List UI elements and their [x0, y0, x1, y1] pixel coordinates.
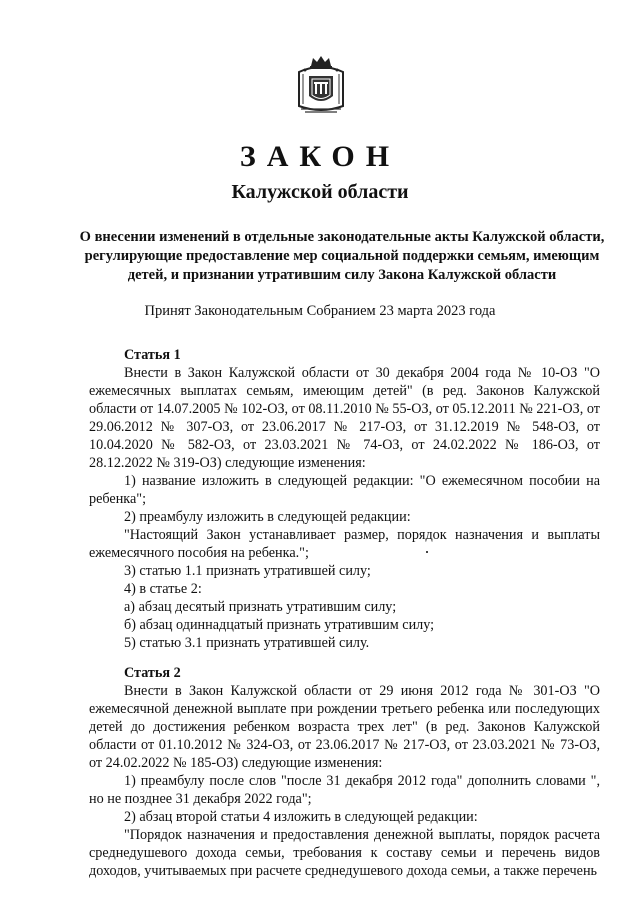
article-2-item-1: 1) преамбулу после слов "после 31 декабря 2012 года" дополнить словами ", но не позднее 31 декабря 2022 года";	[89, 773, 600, 807]
article-1-item-4a: а) абзац десятый признать утратившим силу;	[124, 599, 397, 615]
article-1-item-5: 5) статью 3.1 признать утратившей силу.	[124, 635, 370, 651]
article-1-item-1: 1) название изложить в следующей редакции: "О ежемесячном пособии на ребенка";	[89, 473, 600, 507]
article-2-item-2: 2) абзац второй статьи 4 изложить в следующей редакции:	[124, 809, 478, 825]
article-1	[89, 346, 600, 880]
adoption-line: Принят Законодательным Собранием 23 марта 2023 года	[144, 303, 496, 319]
article-1-item-4b: б) абзац одиннадцатый признать утратившим силу;	[124, 617, 435, 633]
article-1-heading: Статья 1	[124, 347, 181, 363]
law-heading: О внесении изменений в отдельные законодательные акты Калужской области, регулирующие предоставление мер социальной поддержки семьям, имеющим детей, и признании утратившим силу Закона Калужской области	[79, 229, 605, 283]
article-2-heading: Статья 2	[124, 665, 181, 681]
coat-of-arms-icon	[295, 54, 347, 118]
document-subtitle: Калужской области	[231, 181, 409, 203]
scan-speck	[426, 551, 428, 553]
article-1-item-3: 3) статью 1.1 признать утратившей силу;	[124, 563, 371, 579]
document-title: ЗАКОН	[239, 140, 401, 173]
article-1-quote: "Настоящий Закон устанавливает размер, порядок назначения и выплаты ежемесячного пособия на ребенка.";	[89, 527, 600, 561]
article-1-item-2: 2) преамбулу изложить в следующей редакции:	[124, 509, 411, 525]
article-2-intro: Внести в Закон Калужской области от 29 июня 2012 года № 301-ОЗ "О ежемесячной денежной выплате при рождении третьего ребенка или последующих детей до достижения ребенком возраста трех лет" (в ред. Законов Калужской области от 01.10.2012 № 324-ОЗ, от 23.06.2017 № 217-ОЗ, от 23.03.2021 № 73-ОЗ, от 24.02.2022 № 185-ОЗ) следующие изменения:	[89, 683, 600, 771]
article-1-item-4: 4) в статье 2:	[124, 581, 202, 597]
article-1-intro: Внести в Закон Калужской области от 30 декабря 2004 года № 10-ОЗ "О ежемесячных выплатах семьям, имеющим детей" (в ред. Законов Калужской области от 14.07.2005 № 102-ОЗ, от 08.11.2010 № 55-ОЗ, от 05.12.2011 № 221-ОЗ, от 29.06.2012 № 307-ОЗ, от 23.06.2017 № 217-ОЗ, от 31.12.2019 № 548-ОЗ, от 10.04.2020 № 582-ОЗ, от 23.03.2021 № 74-ОЗ, от 24.02.2022 № 186-ОЗ, от 28.12.2022 № 319-ОЗ) следующие изменения:	[89, 365, 600, 471]
article-2-quote: "Порядок назначения и предоставления денежной выплаты, порядок расчета среднедушевого дохода семьи, требования к составу семьи и перечень видов доходов, учитываемых при расчете среднедушевого дохода семьи, а также перечень	[89, 827, 600, 879]
